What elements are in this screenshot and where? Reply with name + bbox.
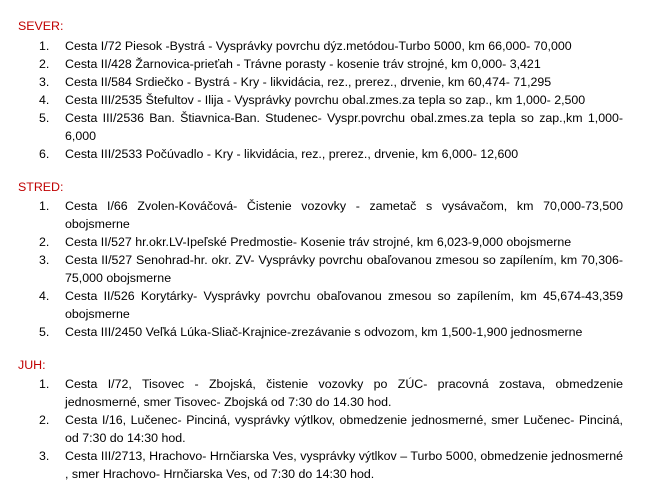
item-text: Cesta III/2535 Štefultov - Ilija - Vysprávky povrchu obal.zmes.za tepla so zap., km 1,000- 2,500 [65,93,586,107]
item-number: 5. [39,325,50,339]
item-text: Cesta II/527 hr.okr.LV-Ipeľské Predmostie- Kosenie tráv strojné, km 6,023-9,000 obojsmerne [65,235,572,249]
item-number: 4. [39,289,50,303]
item-number: 2. [39,235,50,249]
item-text: Cesta III/2536 Ban. Štiavnica-Ban. Studenec- Vyspr.povrchu obal.zmes.za tepla so zap.,km 1,000- 6,000 [65,111,623,143]
item-number: 3. [39,253,50,267]
item-number: 2. [39,413,50,427]
item-text: Cesta III/2533 Počúvadlo - Kry - likvidácia, rez., prerez., drvenie, km 6,000- 12,600 [65,147,519,161]
item-number: 3. [39,449,50,463]
region-heading: STRED: [18,180,64,194]
item-number: 6. [39,147,50,161]
item-text: Cesta I/66 Zvolen-Kováčová- Čistenie vozovky - zametač s vysávačom, km 70,000-73,500 obojsmerne [65,199,623,231]
item-number: 2. [39,57,50,71]
item-text: Cesta I/72 Piesok -Bystrá - Vysprávky povrchu dýz.metódou-Turbo 5000, km 66,000- 70,000 [65,39,572,53]
region-heading: SEVER: [18,19,64,33]
item-number: 1. [39,199,50,213]
item-text: Cesta II/526 Korytárky- Vysprávky povrchu obaľovanou zmesou so zapílením, km 45,674-43,359 obojsmerne [65,289,623,321]
item-text: Cesta II/527 Senohrad-hr. okr. ZV- Vysprávky povrchu obaľovanou zmesou so zapílením, km 70,306-75,000 obojsmerne [65,253,623,285]
item-number: 1. [39,39,50,53]
item-text: Cesta II/428 Žarnovica-prieťah - Trávne porasty - kosenie tráv strojné, km 0,000- 3,421 [65,57,541,71]
item-number: 1. [39,377,50,391]
item-text: Cesta III/2713, Hrachovo- Hrnčiarska Ves, vysprávky výtlkov – Turbo 5000, obmedzenie jednosmerné , smer Hrachovo- Hrnčiarska Ves, od 7:30 do 14:30 hod. [65,449,623,481]
item-number: 4. [39,93,50,107]
item-text: Cesta II/584 Srdiečko - Bystrá - Kry - likvidácia, rez., prerez., drvenie, km 60,474- 71,295 [65,75,552,89]
item-text: Cesta III/2450 Veľká Lúka-Sliač-Krajnice-zrezávanie s odvozom, km 1,500-1,900 jednosmerne [65,325,583,339]
item-number: 5. [39,111,50,125]
item-number: 3. [39,75,50,89]
item-text: Cesta I/16, Lučenec- Pinciná, vysprávky výtlkov, obmedzenie jednosmerné, smer Lučenec- Pinciná, od 7:30 do 14:30 hod. [65,413,623,445]
item-text: Cesta I/72, Tisovec - Zbojská, čistenie vozovky po ZÚC- pracovná zostava, obmedzenie jednosmerné, smer Tisovec- Zbojská od 7:30 do 14.30 hod. [65,377,623,409]
region-heading: JUH: [18,358,46,372]
